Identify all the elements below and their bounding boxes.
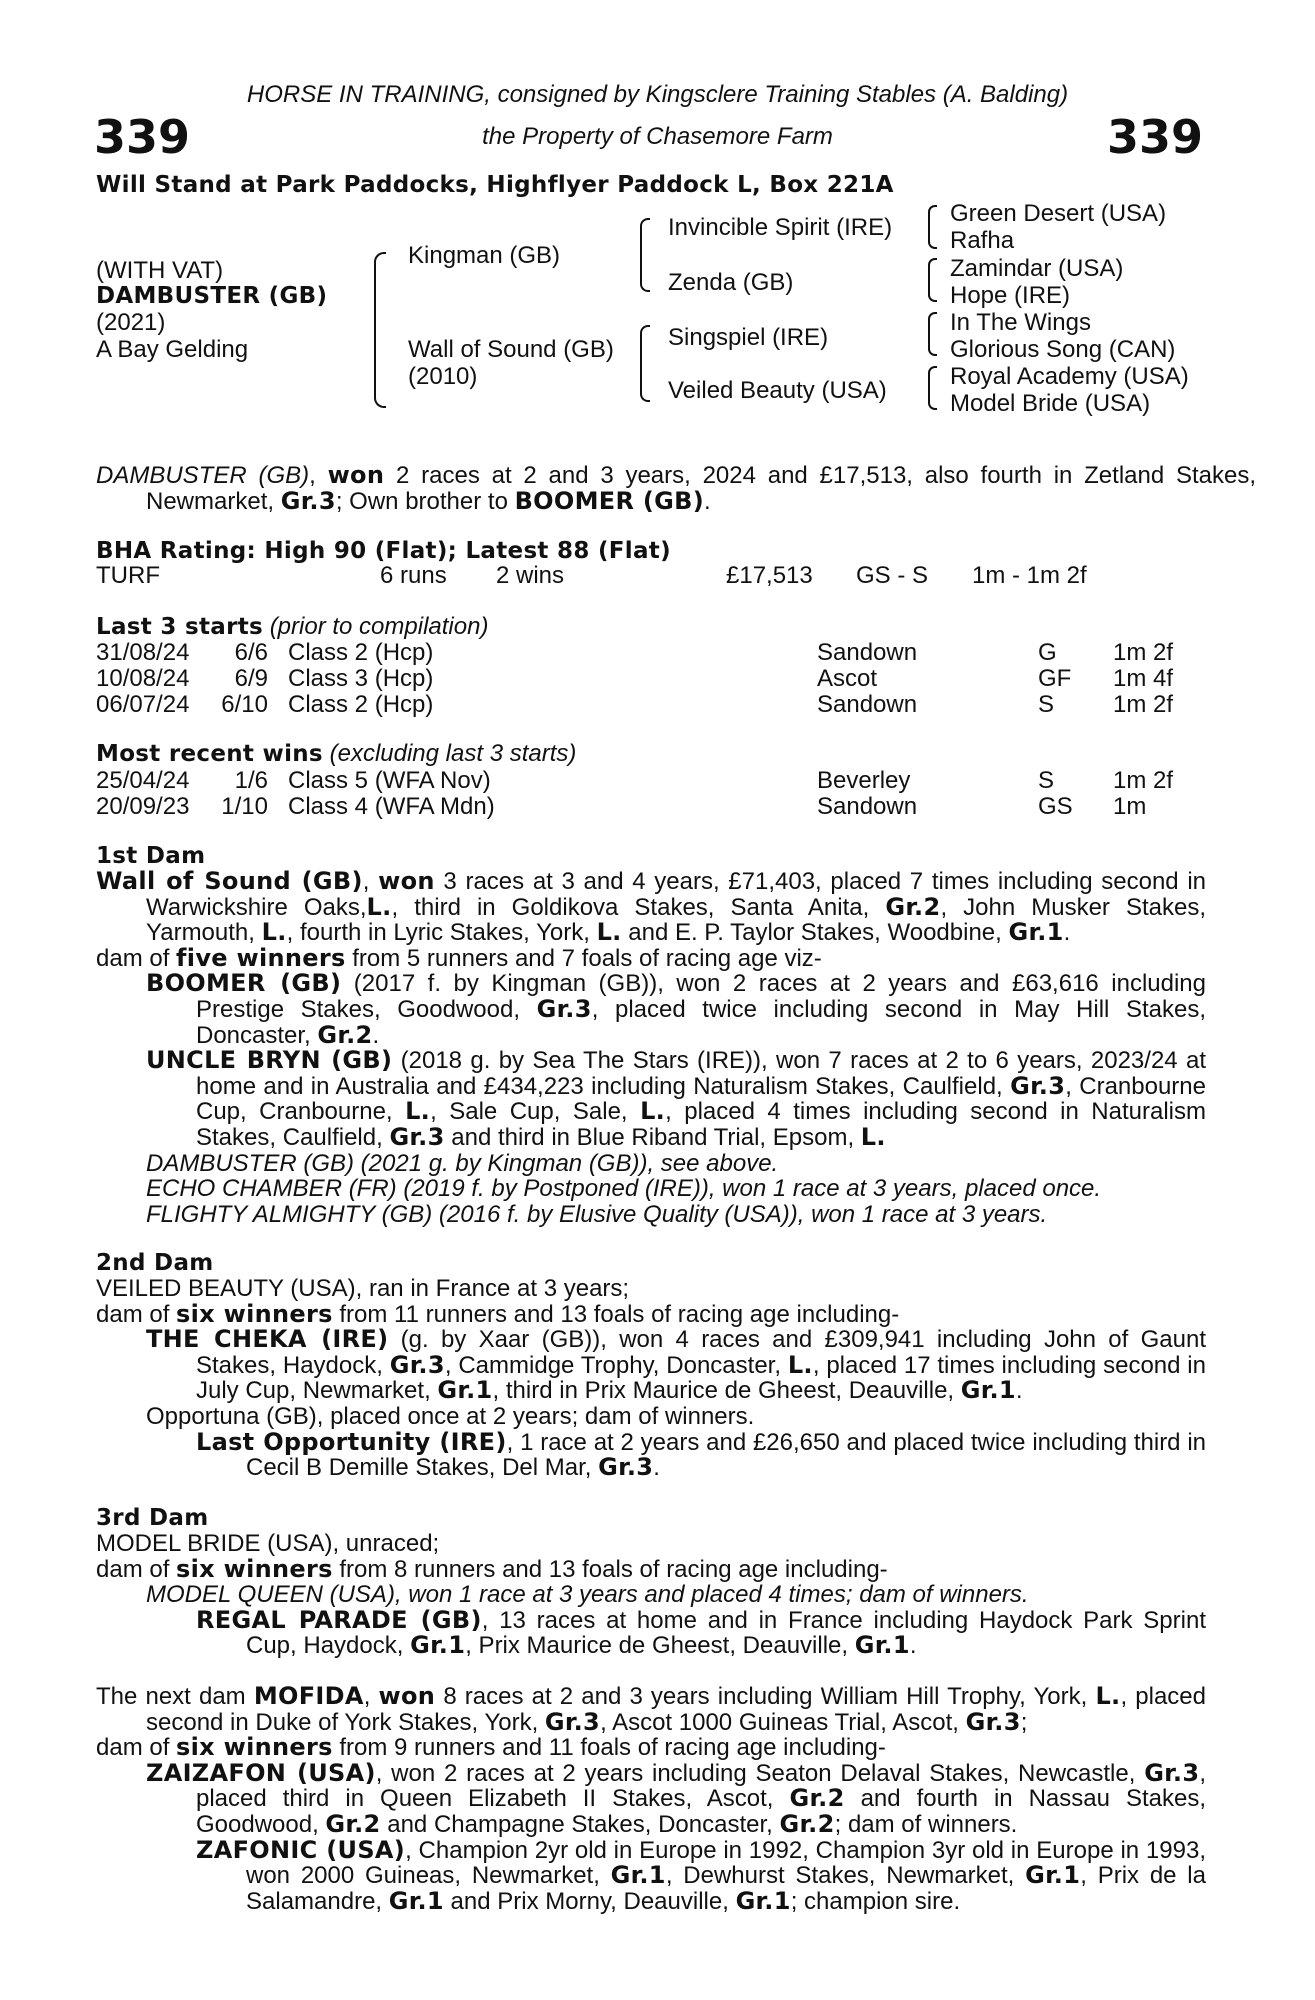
first-dam-won: won xyxy=(378,867,435,895)
header-consigned: HORSE IN TRAINING, consigned by Kingsclere Training Stables (A. Balding) xyxy=(246,81,1069,108)
produce-text: , placed twice including second in May Hill Stakes, Doncaster, xyxy=(196,995,1206,1049)
summary-horse-name: DAMBUSTER (GB) xyxy=(96,462,310,489)
dam-of-label: dam of xyxy=(96,944,177,972)
grade-label: Gr.2 xyxy=(317,1020,373,1049)
pedigree-brace-dd xyxy=(928,366,937,410)
produce-last-opportunity xyxy=(96,1427,1207,1482)
pedigree-brace-sd xyxy=(928,258,937,302)
pedigree-sdd: Hope (IRE) xyxy=(950,282,1071,309)
row-class: Class 4 (WFA Mdn) xyxy=(288,793,495,820)
row-going: GF xyxy=(1038,665,1072,692)
row-date: 06/07/24 xyxy=(96,691,190,718)
third-dam-heading: 3rd Dam xyxy=(96,1505,209,1531)
recent-note: (excluding last 3 starts) xyxy=(329,740,577,767)
grade-label: Gr.2 xyxy=(779,1809,835,1838)
first-dam-produce-summary xyxy=(96,943,1206,972)
rating-wins: 2 wins xyxy=(496,562,565,589)
row-course: Ascot xyxy=(817,665,878,692)
pedigree-sds: Zamindar (USA) xyxy=(950,255,1124,282)
row-distance: 1m 2f xyxy=(1113,767,1174,794)
summary-text2: ; Own brother to xyxy=(335,487,515,515)
listed-label: L. xyxy=(366,892,392,921)
produce-dambuster: DAMBUSTER (GB) (2021 g. by Kingman (GB)), see above. xyxy=(146,1149,779,1177)
row-class: Class 3 (Hcp) xyxy=(288,665,434,692)
produce-text: (g. by Xaar (GB)), won 4 races and £309,941 including John of Gaunt Stakes, Haydock, xyxy=(196,1326,1206,1379)
produce-text: and third in Blue Riband Trial, Epsom, xyxy=(444,1123,861,1151)
horse-vat: (WITH VAT) xyxy=(96,257,224,284)
produce-text: , 1 race at 2 years and £26,650 and placed twice including third in Cecil B Demille Stakes, Del Mar, xyxy=(246,1428,1207,1482)
first-dam-text: 3 races at 3 and 4 years, £71,403, placed 7 times including second in Warwickshire Oaks, xyxy=(146,868,1206,921)
pedigree-dam-dam: Veiled Beauty (USA) xyxy=(668,377,887,404)
second-dam-produce-summary xyxy=(96,1299,1206,1328)
produce-text: , Prix de la Salamandre, xyxy=(246,1862,1206,1915)
third-dam-section xyxy=(96,1505,1206,1659)
pedigree-sss: Green Desert (USA) xyxy=(950,200,1167,227)
row-date: 31/08/24 xyxy=(96,639,190,666)
row-position: 6/9 xyxy=(234,665,268,692)
dam-of-rest: from 9 runners and 11 foals of racing age including- xyxy=(332,1734,886,1762)
recent-title xyxy=(96,741,576,767)
row-date: 10/08/24 xyxy=(96,665,190,692)
produce-text: , placed 17 times including second in July Cup, Newmarket, xyxy=(196,1351,1206,1405)
grade-label: Gr.2 xyxy=(325,1809,381,1838)
produce-text: , placed third in Queen Elizabeth II Stakes, Ascot, xyxy=(196,1759,1206,1813)
next-dam-lead: The next dam xyxy=(96,1683,254,1710)
grade-label: Gr.1 xyxy=(410,1631,466,1660)
produce-text: . xyxy=(653,1454,660,1482)
produce-name: FLIGHTY ALMIGHTY (GB) xyxy=(146,1200,433,1228)
dam-of-label: dam of xyxy=(96,1734,177,1762)
grade-label: Gr.1 xyxy=(388,1886,444,1915)
grade-label: Gr.3 xyxy=(1144,1758,1200,1787)
last3-note: (prior to compilation) xyxy=(269,613,489,640)
produce-text: . xyxy=(372,1021,380,1049)
pedigree-sire: Kingman (GB) xyxy=(408,242,561,269)
produce-text: , third in Prix Maurice de Gheest, Deauville, xyxy=(492,1377,961,1405)
rating-runs: 6 runs xyxy=(380,562,447,589)
lot-number-right: 339 xyxy=(1106,110,1203,164)
pedigree-sire-dam: Zenda (GB) xyxy=(668,269,794,296)
next-dam-text: 8 races at 2 and 3 years including William Hill Trophy, York, xyxy=(435,1683,1096,1710)
second-dam-section xyxy=(96,1250,1206,1481)
horse-year: (2021) xyxy=(96,309,166,336)
grade-label: Gr.1 xyxy=(735,1886,791,1915)
grade-label: Gr.3 xyxy=(1010,1071,1066,1100)
listed-label: L. xyxy=(405,1097,431,1126)
horse-name: DAMBUSTER (GB) xyxy=(96,283,328,309)
dam-of-rest: from 8 runners and 13 foals of racing age including- xyxy=(332,1555,888,1583)
grade-label: Gr.2 xyxy=(885,892,941,921)
winners-count: six winners xyxy=(176,1299,333,1328)
pedigree-sire-sire: Invincible Spirit (IRE) xyxy=(668,214,893,241)
produce-text: , Champion 2yr old in Europe in 1992, Champion 3yr old in Europe in 1993, won 2000 Guineas, Newmarket, xyxy=(246,1836,1206,1890)
produce-name: Last Opportunity (IRE) xyxy=(196,1427,507,1456)
first-dam-record: Wall of Sound (GB), won 3 races at 3 and 4 years, £71,403, placed 7 times including second in Warwickshire Oaks,L., third in Goldikova Stakes, Santa Anita, Gr.2, John Musker Stakes, Yarmouth, L., fourth in Lyric Stakes, York, L. and E. P. Taylor Stakes, Woodbine, Gr.1. xyxy=(96,867,1206,947)
pedigree-brace-dam xyxy=(640,325,650,402)
produce-name: MODEL QUEEN (USA) xyxy=(146,1581,395,1609)
produce-text: , placed 4 times including second in Naturalism Stakes, Caulfield, xyxy=(196,1098,1206,1151)
next-dam-record xyxy=(96,1684,1206,1735)
dam-of-label: dam of xyxy=(96,1555,177,1583)
pedigree-brace-ss xyxy=(928,205,937,249)
last3-title xyxy=(96,614,488,640)
winners-count: five winners xyxy=(176,943,346,972)
next-dam-won: won xyxy=(378,1682,436,1710)
produce-regal-parade xyxy=(96,1605,1206,1660)
produce-text: , Dewhurst Stakes, Newmarket, xyxy=(665,1862,1026,1890)
produce-text: , Sale Cup, Sale, xyxy=(430,1098,641,1126)
produce-text: , 13 races at home and in France including Haydock Park Sprint Cup, Haydock, xyxy=(246,1606,1206,1660)
next-dam-text: , placed second in Duke of York Stakes, York, xyxy=(146,1683,1206,1736)
pedigree-brace-ds xyxy=(928,312,937,356)
produce-name: ZAIZAFON (USA) xyxy=(146,1758,376,1787)
produce-boomer xyxy=(96,971,1206,1048)
produce-text: (2017 f. by Kingman (GB)), won 2 races at 2 years and £63,616 including Prestige Stakes, Goodwood, xyxy=(196,970,1206,1023)
summary-end: . xyxy=(704,487,711,515)
winners-count: six winners xyxy=(176,1733,333,1762)
second-dam-line: VEILED BEAUTY (USA), ran in France at 3 years; xyxy=(96,1275,630,1302)
next-dam-text: ; xyxy=(1020,1708,1028,1736)
produce-text: (2019 f. by Postponed (IRE)), won 1 race at 3 years, placed once. xyxy=(396,1175,1102,1203)
pedigree-dsd: Glorious Song (CAN) xyxy=(950,336,1176,363)
pedigree-dam-year: (2010) xyxy=(408,363,478,390)
grade-label: Gr.1 xyxy=(610,1861,666,1890)
next-dam-name: MOFIDA xyxy=(253,1682,364,1710)
next-dam-section xyxy=(96,1684,1206,1914)
produce-text: and Champagne Stakes, Doncaster, xyxy=(380,1810,780,1838)
winners-count: six winners xyxy=(176,1554,333,1583)
row-course: Sandown xyxy=(817,793,918,820)
pedigree-ddd: Model Bride (USA) xyxy=(950,390,1151,417)
next-dam-produce-summary xyxy=(96,1735,1206,1761)
produce-name: REGAL PARADE (GB) xyxy=(196,1605,482,1634)
produce-name: BOOMER (GB) xyxy=(146,969,342,998)
produce-text: , Cranbourne Cup, Cranbourne, xyxy=(196,1072,1206,1126)
produce-name: UNCLE BRYN (GB) xyxy=(146,1046,393,1075)
produce-text: , won 2 races at 2 years including Seaton Delaval Stakes, Newcastle, xyxy=(375,1759,1145,1787)
row-date: 25/04/24 xyxy=(96,767,190,794)
third-dam-line: MODEL BRIDE (USA), unraced; xyxy=(96,1530,440,1557)
next-dam-text: , Ascot 1000 Guineas Trial, Ascot, xyxy=(600,1708,966,1736)
grade-label: Gr.3 xyxy=(389,1350,445,1379)
row-going: S xyxy=(1038,767,1055,794)
rating-surface: TURF xyxy=(96,562,160,589)
row-position: 6/6 xyxy=(234,639,268,666)
row-position: 6/10 xyxy=(221,691,268,718)
row-date: 20/09/23 xyxy=(96,793,190,820)
grade-label: Gr.3 xyxy=(544,1707,601,1736)
first-dam-section xyxy=(96,843,1206,1227)
pedigree-dds: Royal Academy (USA) xyxy=(950,363,1189,390)
dam-of-rest: from 5 runners and 7 foals of racing age viz- xyxy=(345,944,822,972)
produce-text: , won 1 race at 3 years and placed 4 times; dam of winners. xyxy=(394,1581,1029,1609)
rating-going: GS - S xyxy=(856,562,929,589)
rating-prize: £17,513 xyxy=(726,562,813,589)
listed-label: L. xyxy=(787,1350,813,1379)
summary-paragraph xyxy=(96,463,1256,514)
produce-name: ECHO CHAMBER (FR) xyxy=(146,1175,397,1203)
grade-label: Gr.1 xyxy=(437,1376,493,1405)
row-distance: 1m xyxy=(1113,793,1147,820)
listed-label: L. xyxy=(596,918,622,947)
third-dam-produce-summary xyxy=(96,1554,1206,1583)
produce-opportuna: Opportuna (GB), placed once at 2 years; dam of winners. xyxy=(146,1402,755,1430)
produce-text: ; champion sire. xyxy=(790,1887,961,1915)
grade-label: Gr.2 xyxy=(789,1784,845,1813)
pedigree-ssd: Rafha xyxy=(950,227,1015,254)
stand-location: Will Stand at Park Paddocks, Highflyer Paddock L, Box 221A xyxy=(96,172,894,198)
listed-label: L. xyxy=(860,1122,886,1151)
produce-flighty-almighty xyxy=(96,1202,1206,1228)
row-class: Class 2 (Hcp) xyxy=(288,639,434,666)
produce-the-cheka xyxy=(96,1327,1206,1404)
produce-text: , Prix Maurice de Gheest, Deauville, xyxy=(465,1632,855,1660)
produce-text: (2018 g. by Sea The Stars (IRE)), won 7 races at 2 to 6 years, 2023/24 at home and in Australia and £434,223 including Naturalism Stakes, Caulfield, xyxy=(196,1047,1206,1100)
produce-name: THE CHEKA (IRE) xyxy=(146,1325,389,1354)
produce-uncle-bryn xyxy=(96,1048,1206,1150)
pedigree-brace-main xyxy=(374,252,386,408)
produce-text: . xyxy=(909,1632,917,1660)
grade-label: Gr.3 xyxy=(389,1122,445,1151)
row-distance: 1m 4f xyxy=(1113,665,1174,692)
produce-name: ZAFONIC (USA) xyxy=(196,1835,406,1864)
produce-zafonic xyxy=(96,1835,1206,1915)
produce-zaizafon xyxy=(96,1758,1206,1838)
row-going: GS xyxy=(1038,793,1073,820)
recent-heading: Most recent wins xyxy=(96,741,323,767)
listed-label: L. xyxy=(1095,1682,1121,1710)
grade-label: Gr.3 xyxy=(965,1707,1021,1736)
summary-won: won xyxy=(327,461,385,489)
pedigree-dam-sire: Singspiel (IRE) xyxy=(668,324,829,351)
pedigree-dam: Wall of Sound (GB) xyxy=(408,336,614,363)
dam-of-label: dam of xyxy=(96,1300,177,1328)
grade-label: Gr.1 xyxy=(1008,918,1064,947)
first-dam-text: , fourth in Lyric Stakes, York, xyxy=(286,919,597,947)
next-dam-comma: , xyxy=(363,1683,379,1710)
second-dam-heading: 2nd Dam xyxy=(96,1250,214,1276)
produce-model-queen xyxy=(96,1582,1206,1608)
summary-boomer: BOOMER (GB) xyxy=(514,486,705,515)
row-distance: 1m 2f xyxy=(1113,639,1174,666)
produce-text: and fourth in Nassau Stakes, Goodwood, xyxy=(196,1785,1206,1838)
row-distance: 1m 2f xyxy=(1113,691,1174,718)
grade-label: Gr.1 xyxy=(960,1376,1016,1405)
summary-text1: 2 races at 2 and 3 years, 2024 and £17,513, also fourth in Zetland Stakes, Newmarket, xyxy=(146,462,1257,515)
grade-label: Gr.3 xyxy=(598,1453,654,1482)
listed-label: L. xyxy=(640,1097,666,1126)
row-course: Sandown xyxy=(817,691,918,718)
dam-of-rest: from 11 runners and 13 foals of racing age including- xyxy=(332,1300,900,1328)
row-position: 1/6 xyxy=(234,767,268,794)
first-dam-text: , John Musker Stakes, Yarmouth, xyxy=(146,893,1206,947)
row-going: G xyxy=(1038,639,1057,666)
first-dam-heading: 1st Dam xyxy=(96,843,206,869)
listed-label: L. xyxy=(261,918,287,947)
pedigree-brace-sire xyxy=(640,218,650,292)
produce-text: and Prix Morny, Deauville, xyxy=(443,1887,736,1915)
produce-text: ; dam of winners. xyxy=(834,1810,1018,1838)
summary-comma: , xyxy=(309,462,316,489)
row-going: S xyxy=(1038,691,1055,718)
pedigree-dss: In The Wings xyxy=(950,309,1091,336)
first-dam-text: . xyxy=(1063,919,1071,947)
row-position: 1/10 xyxy=(221,793,268,820)
last3-heading: Last 3 starts xyxy=(96,614,264,640)
horse-description: A Bay Gelding xyxy=(96,336,249,363)
lot-number-left: 339 xyxy=(94,110,191,164)
produce-text: , Cammidge Trophy, Doncaster, xyxy=(444,1351,788,1379)
summary-grade: Gr.3 xyxy=(280,486,336,515)
grade-label: Gr.1 xyxy=(1025,1861,1081,1890)
row-course: Beverley xyxy=(817,767,911,794)
produce-text: . xyxy=(1015,1377,1023,1405)
row-course: Sandown xyxy=(817,639,918,666)
first-dam-name: Wall of Sound (GB) xyxy=(96,867,363,895)
rating-distance: 1m - 1m 2f xyxy=(972,562,1087,589)
produce-text: (2016 f. by Elusive Quality (USA)), won 1 race at 3 years. xyxy=(432,1200,1048,1228)
row-class: Class 5 (WFA Nov) xyxy=(288,767,491,794)
row-class: Class 2 (Hcp) xyxy=(288,691,434,718)
grade-label: Gr.3 xyxy=(536,994,592,1023)
header-property: the Property of Chasemore Farm xyxy=(482,123,833,150)
grade-label: Gr.1 xyxy=(854,1631,910,1660)
first-dam-text: , third in Goldikova Stakes, Santa Anita, xyxy=(391,893,886,921)
first-dam-text: and E. P. Taylor Stakes, Woodbine, xyxy=(621,919,1009,947)
bha-rating-title: BHA Rating: High 90 (Flat); Latest 88 (Flat) xyxy=(96,538,671,564)
produce-echo-chamber xyxy=(96,1176,1206,1202)
